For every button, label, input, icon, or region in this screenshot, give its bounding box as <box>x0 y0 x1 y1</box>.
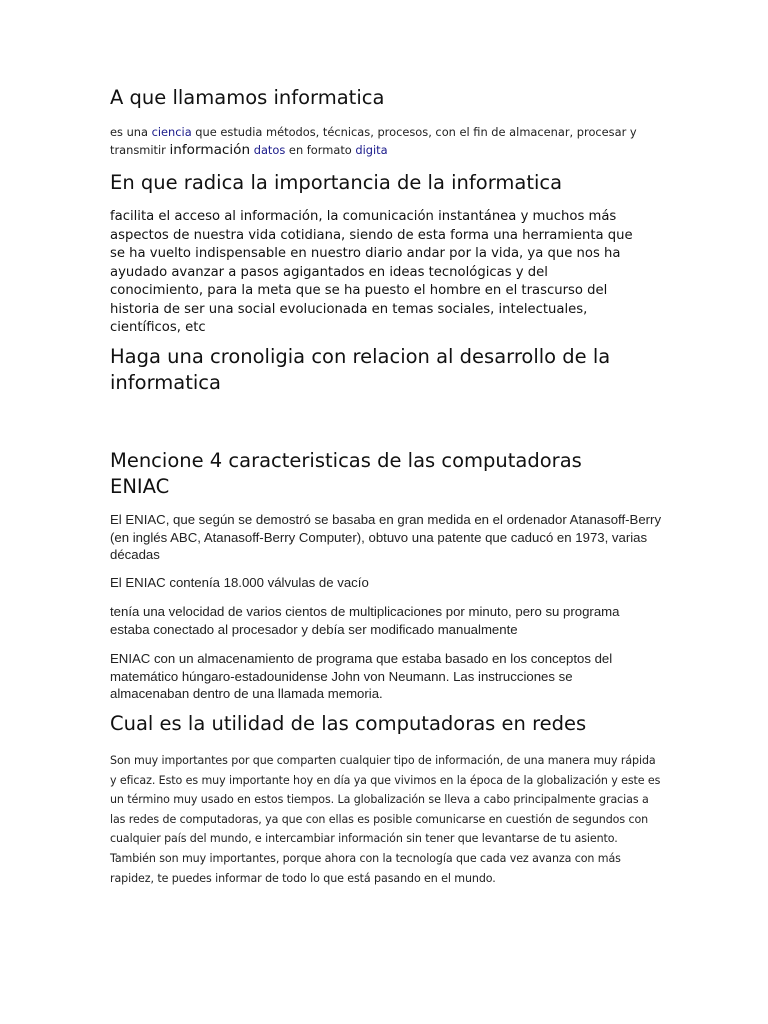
eniac-paragraph-3: tenía una velocidad de varios cientos de multiplicaciones por minuto, pero su programa estaba conectado al procesador y debía ser modificado manualmente <box>110 604 620 637</box>
definition-text-2: que estudia métodos, técnicas, procesos, con el fin de almacenar, procesar y transmitir <box>110 125 637 157</box>
definition-paragraph <box>110 123 662 159</box>
heading-importancia: En que radica la importancia de la informatica <box>110 171 563 194</box>
link-ciencia[interactable]: ciencia <box>151 125 192 139</box>
eniac-paragraph-4: ENIAC con un almacenamiento de programa que estaba basado en los conceptos del matemático húngaro-estadounidense John von Neumann. Las instrucciones se almacenaban dentro de una llamada memoria. <box>110 651 613 702</box>
redes-paragraph: Son muy importantes por que comparten cualquier tipo de información, de una manera muy rápida y eficaz. Esto es muy importante hoy en día ya que vivimos en la época de la globalización y este es un término muy usado en estos tiempos. La globalización se lleva a cabo principalmente gracias a las redes de computadoras, ya que con ellas es posible comunicarse en cuestión de segundos con cualquier país del mundo, e intercambiar información sin tener que levantarse de tu asiento. También son muy importantes, porque ahora con la tecnología que cada vez avanza con más rapidez, te puedes informar de todo lo que está pasando en el mundo. <box>110 754 661 885</box>
definition-text-informacion: información <box>169 142 251 158</box>
heading-que-es-informatica: A que llamamos informatica <box>110 86 385 109</box>
heading-eniac: Mencione 4 caracteristicas de las computadoras ENIAC <box>110 449 582 498</box>
eniac-paragraph-2: El ENIAC contenía 18.000 válvulas de vacío <box>110 575 369 590</box>
heading-redes: Cual es la utilidad de las computadoras en redes <box>110 712 587 735</box>
eniac-paragraph-1: El ENIAC, que según se demostró se basaba en gran medida en el ordenador Atanasoff-Berry (en inglés ABC, Atanasoff-Berry Computer), obtuvo una patente que caducó en 1973, varias décadas <box>110 512 662 563</box>
link-digita[interactable]: digita <box>355 143 388 157</box>
definition-text-4: en formato <box>285 143 356 157</box>
importancia-paragraph: facilita el acceso al información, la comunicación instantánea y muchos más aspectos de nuestra vida cotidiana, siendo de esta forma una herramienta que se ha vuelto indispensable en nuestro diario andar por la vida, ya que nos ha ayudado avanzar a pasos agigantados en ideas tecnológicas y del conocimiento, para la meta que se ha puesto el hombre en el trascurso del historia de ser una social evolucionada en temas sociales, intelectuales, científicos, etc <box>110 209 633 335</box>
definition-text-1: es una <box>110 125 152 139</box>
heading-cronologia: Haga una cronoligia con relacion al desarrollo de la informatica <box>110 345 611 394</box>
link-datos[interactable]: datos <box>253 143 286 157</box>
